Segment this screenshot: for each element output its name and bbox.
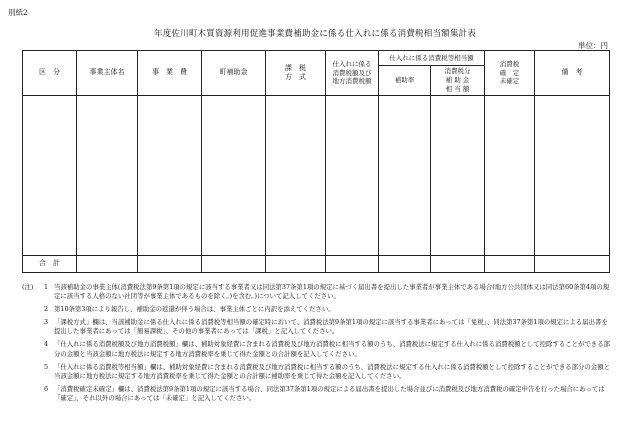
header-kazei-hoshiki: 課 税 方 式	[266, 51, 326, 96]
total-cell[interactable]	[431, 256, 485, 273]
cell-jigyo-hi[interactable]	[138, 96, 202, 256]
cell-cho-hojokin[interactable]	[202, 96, 266, 256]
cell-kazei-hoshiki[interactable]	[266, 96, 326, 256]
note-item	[22, 363, 612, 381]
header-shiire-shohizei: 仕入れに係る 消費税額及び 地方消費税額	[326, 51, 379, 96]
note-text: 「課税方式」欄は、当該補助金に係る仕入れに係る消費税等相当額の確定時において、消費税法第9条第1項の規定に該当する事業者にあっては「免税」、同法第37条第1項の規定による届出書を提出した事業者にあっては「簡易課税」、その他の事業者にあっては「課税」と記入してください。	[54, 318, 608, 336]
header-hojoritsu: 補助率	[379, 66, 431, 96]
total-cell[interactable]	[485, 256, 535, 273]
document-title: 年度佐川町木質資源利用促進事業費補助金に係る仕入れに係る消費税相当額集計表	[154, 29, 476, 39]
note-item	[22, 283, 612, 301]
note-text: 「仕入れに係る消費税等相当額」欄は、補助対象経費に含まれる消費税及び地方消費税に相当する額のうち、消費税法に規定する仕入れに係る消費税額として控除することができる部分の金額と当該金額に地方税法に規定する地方消費税率を乗じて得た金額との合計額に補助率を乗じて得た金額を記入してください。	[54, 362, 610, 380]
total-cell[interactable]	[202, 256, 266, 273]
header-cho-hojokin: 町補助金	[202, 51, 266, 96]
cell-shohizeibun[interactable]	[431, 96, 485, 256]
notes-section	[22, 283, 612, 407]
total-row	[23, 256, 610, 273]
summary-table	[22, 50, 610, 273]
note-item	[22, 305, 612, 314]
note-item	[22, 318, 612, 336]
note-number: 4	[44, 340, 49, 349]
header-shohizeibun: 消費税分 補 助 金 相 当 額	[431, 66, 485, 96]
cell-shiire[interactable]	[326, 96, 379, 256]
total-cell[interactable]	[326, 256, 379, 273]
unit-label: 単位：円	[578, 41, 608, 50]
note-number: 5	[44, 362, 49, 371]
note-text: 「消費税確定未確定」欄は、消費税法第9条第1項の規定に該当する場合、同法第37条第1項の規定による届出書を提出した場合並びに消費税及び地方消費税の確定申告を行った場合にあっては「確定」、それ以外の場合にあっては「未確定」と記入してください。	[54, 384, 605, 402]
cell-kakutei[interactable]	[485, 96, 535, 256]
header-soto-group: 仕入れに係る消費税等相当額	[379, 51, 485, 66]
note-number: 2	[44, 305, 49, 314]
total-label: 合 計	[23, 256, 77, 273]
note-number: 6	[44, 384, 49, 393]
note-item	[22, 340, 612, 358]
header-kubun: 区 分	[23, 51, 77, 96]
note-text: 当該補助金の事業主体(消費税法第9条第1項の規定に該当する事業者又は同法第37条第1項の規定に基づく届出書を提出した事業者が事業主体である場合(地方公共団体又は同法第60条第4項の規定に該当する人格のない社団等が事業主体であるものを除く。)を含む。)について記入してください。	[54, 283, 610, 301]
header-biko: 備 考	[535, 51, 610, 96]
attachment-label: 別紙2	[8, 8, 28, 17]
note-text: 第10条第3項により報告し、補助金の返還が伴う場合は、事業主体ごとに内訳を添えてください。	[54, 305, 335, 314]
note-item	[22, 385, 612, 403]
note-number: 1	[44, 283, 49, 291]
total-cell[interactable]	[77, 256, 138, 273]
total-cell[interactable]	[138, 256, 202, 273]
table-body-row	[23, 96, 610, 256]
cell-hojoritsu[interactable]	[379, 96, 431, 256]
cell-kubun[interactable]	[23, 96, 77, 256]
cell-biko[interactable]	[535, 96, 610, 256]
header-jigyo-shutai: 事業主体名	[77, 51, 138, 96]
total-cell[interactable]	[379, 256, 431, 273]
note-number: 3	[44, 318, 49, 327]
note-text: 「仕入れに係る消費税額及び地方消費税額」欄は、補助対象経費に含まれる消費税及び地方消費税に相当する額のうち、消費税法に規定する仕入れに係る消費税額として控除することができる部分の金額と当該金額に地方税法に規定する地方消費税率を乗じて得た金額との合計額を記入してください。	[54, 340, 610, 358]
total-cell[interactable]	[535, 256, 610, 273]
notes-prefix: (注)	[22, 283, 34, 291]
cell-jigyo-shutai[interactable]	[77, 96, 138, 256]
total-cell[interactable]	[266, 256, 326, 273]
header-kakutei: 消費税 確 定 未確定	[485, 51, 535, 96]
header-jigyo-hi: 事 業 費	[138, 51, 202, 96]
